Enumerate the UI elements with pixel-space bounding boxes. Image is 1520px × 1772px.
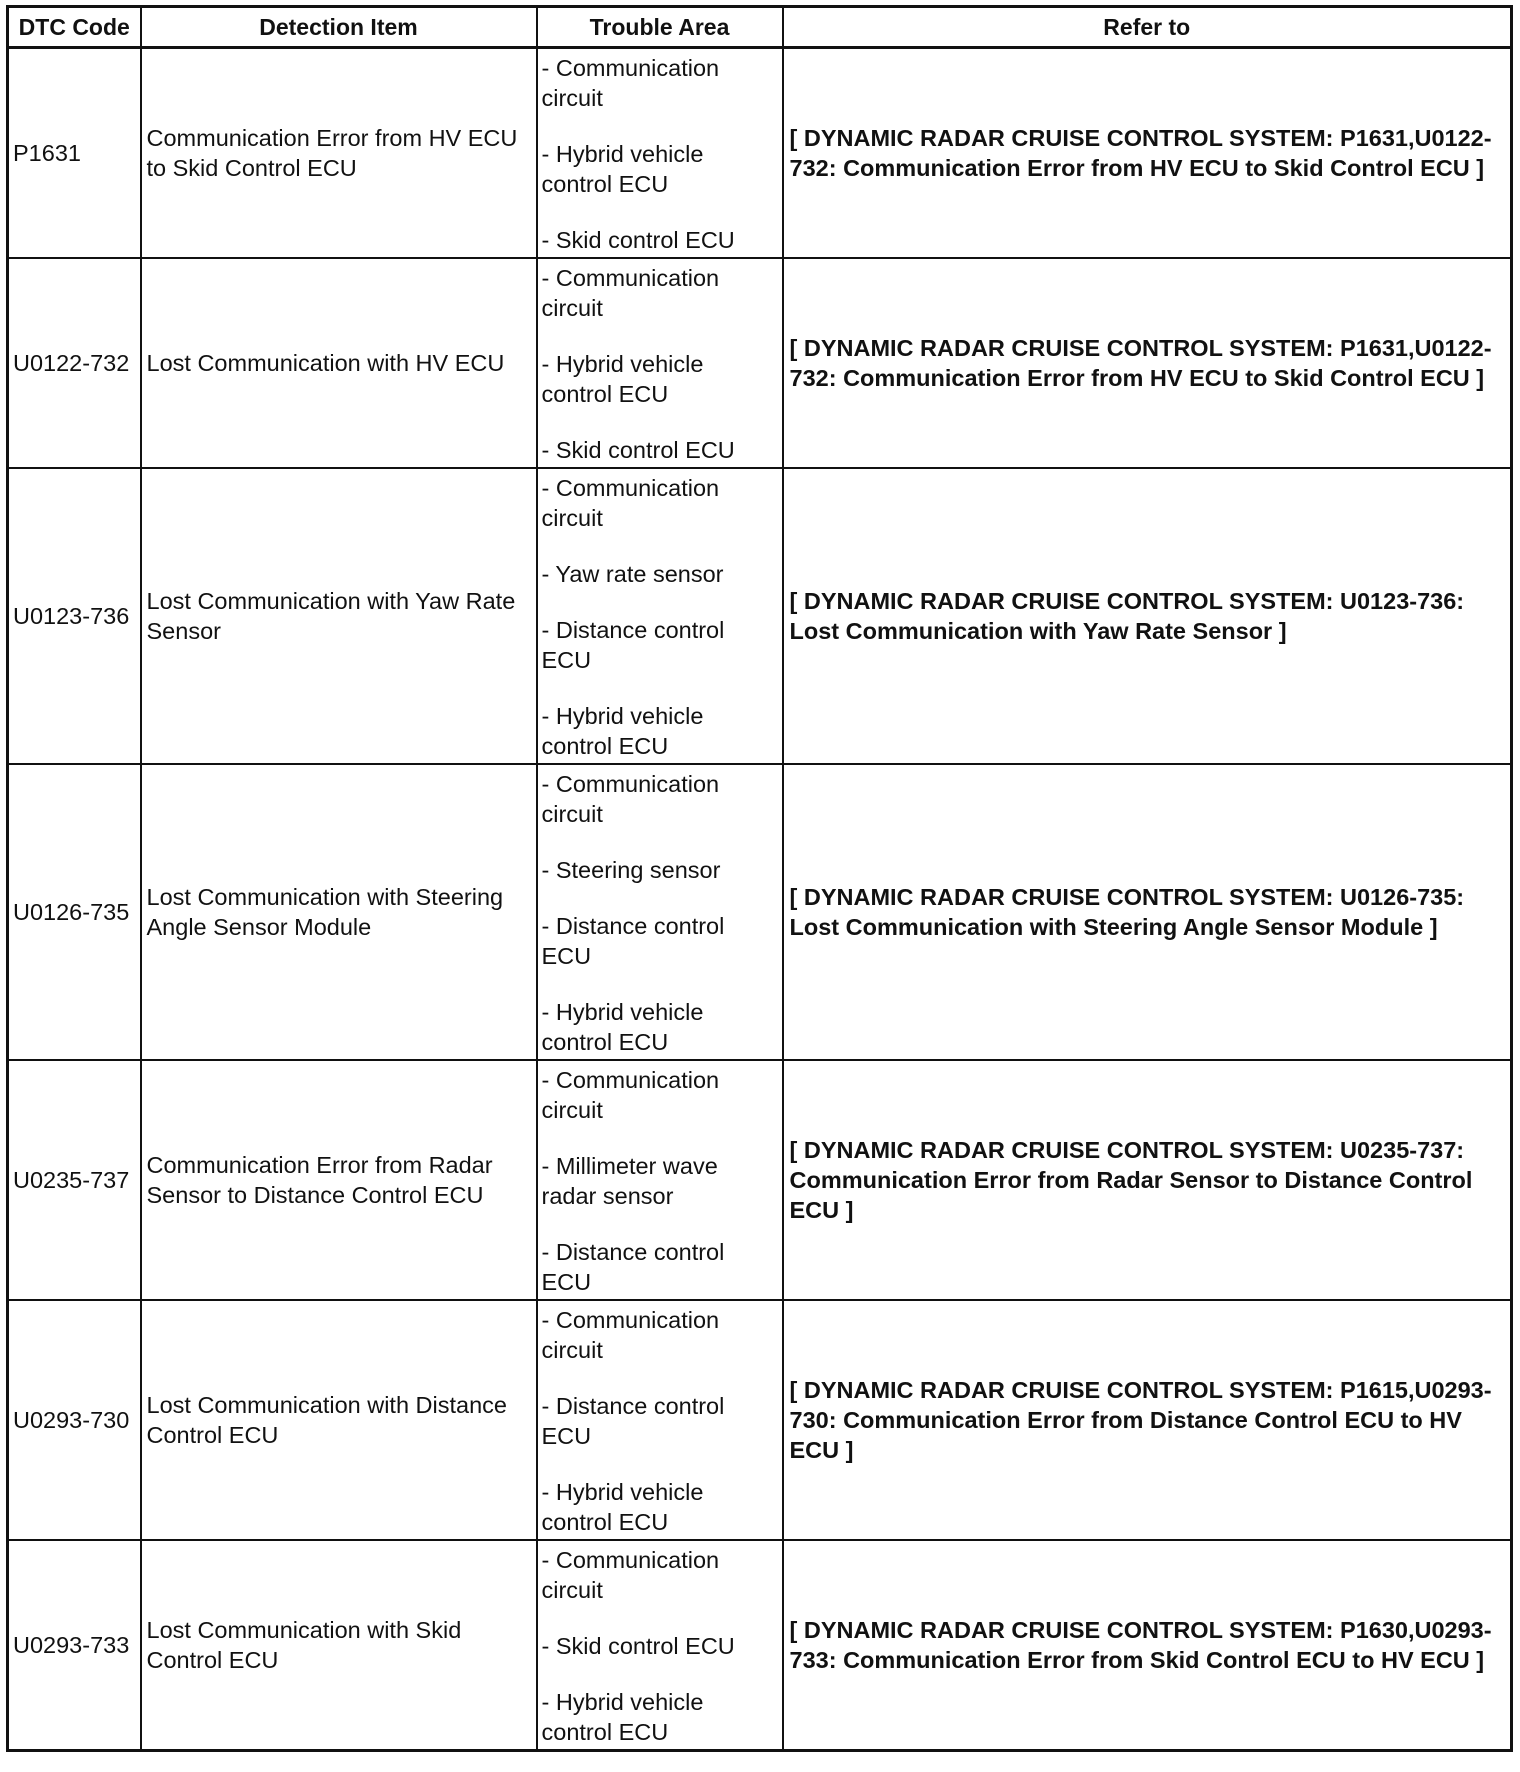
dtc-table (6, 5, 1513, 1752)
trouble-area-item: - Communication circuit (541, 265, 720, 321)
refer-to-link[interactable]: [ DYNAMIC RADAR CRUISE CONTROL SYSTEM: U0123-736: Lost Communication with Yaw Rate Sensor ] (783, 468, 1512, 764)
dtc-code-cell: U0293-730 (8, 1300, 141, 1540)
trouble-area-item: - Distance control ECU (541, 913, 725, 969)
table-header-row (8, 7, 1512, 48)
trouble-area-item: - Hybrid vehicle control ECU (541, 351, 704, 407)
table-row (8, 48, 1512, 259)
trouble-area-item: - Distance control ECU (541, 1239, 725, 1295)
detection-item-cell: Communication Error from HV ECU to Skid Control ECU (141, 48, 537, 259)
trouble-area-cell (537, 258, 783, 468)
trouble-area-item: - Millimeter wave radar sensor (541, 1153, 718, 1209)
trouble-area-item: - Hybrid vehicle control ECU (541, 999, 704, 1055)
trouble-area-cell (537, 48, 783, 259)
header-refer-to: Refer to (783, 7, 1512, 48)
trouble-area-item: - Communication circuit (541, 475, 720, 531)
trouble-area-item: - Yaw rate sensor (541, 561, 724, 587)
refer-to-link[interactable]: [ DYNAMIC RADAR CRUISE CONTROL SYSTEM: U0235-737: Communication Error from Radar Sensor to Distance Control ECU ] (783, 1060, 1512, 1300)
table-row (8, 1300, 1512, 1540)
dtc-code-cell: P1631 (8, 48, 141, 259)
dtc-code-cell: U0235-737 (8, 1060, 141, 1300)
trouble-area-item: - Steering sensor (541, 857, 721, 883)
trouble-area-item: - Skid control ECU (541, 437, 735, 463)
trouble-area-item: - Hybrid vehicle control ECU (541, 141, 704, 197)
table-row (8, 1060, 1512, 1300)
dtc-table-container (6, 5, 1510, 1752)
refer-to-link[interactable]: [ DYNAMIC RADAR CRUISE CONTROL SYSTEM: U0126-735: Lost Communication with Steering Angle Sensor Module ] (783, 764, 1512, 1060)
detection-item-cell: Lost Communication with Steering Angle Sensor Module (141, 764, 537, 1060)
trouble-area-item: - Distance control ECU (541, 1393, 725, 1449)
detection-item-cell: Lost Communication with HV ECU (141, 258, 537, 468)
dtc-code-cell: U0122-732 (8, 258, 141, 468)
trouble-area-item: - Hybrid vehicle control ECU (541, 1689, 704, 1745)
refer-to-link[interactable]: [ DYNAMIC RADAR CRUISE CONTROL SYSTEM: P1631,U0122-732: Communication Error from HV ECU to Skid Control ECU ] (783, 258, 1512, 468)
trouble-area-item: - Skid control ECU (541, 227, 735, 253)
trouble-area-cell (537, 1300, 783, 1540)
trouble-area-item: - Communication circuit (541, 1067, 720, 1123)
trouble-area-item: - Hybrid vehicle control ECU (541, 703, 704, 759)
trouble-area-cell (537, 468, 783, 764)
trouble-area-item: - Communication circuit (541, 1547, 720, 1603)
header-detection-item: Detection Item (141, 7, 537, 48)
detection-item-cell: Lost Communication with Distance Control ECU (141, 1300, 537, 1540)
trouble-area-item: - Communication circuit (541, 1307, 720, 1363)
detection-item-cell: Lost Communication with Skid Control ECU (141, 1540, 537, 1751)
trouble-area-cell (537, 764, 783, 1060)
table-row (8, 258, 1512, 468)
dtc-code-cell: U0126-735 (8, 764, 141, 1060)
refer-to-link[interactable]: [ DYNAMIC RADAR CRUISE CONTROL SYSTEM: P1630,U0293-733: Communication Error from Skid Control ECU to HV ECU ] (783, 1540, 1512, 1751)
refer-to-link[interactable]: [ DYNAMIC RADAR CRUISE CONTROL SYSTEM: P1631,U0122-732: Communication Error from HV ECU to Skid Control ECU ] (783, 48, 1512, 259)
refer-to-link[interactable]: [ DYNAMIC RADAR CRUISE CONTROL SYSTEM: P1615,U0293-730: Communication Error from Distance Control ECU to HV ECU ] (783, 1300, 1512, 1540)
detection-item-cell: Communication Error from Radar Sensor to Distance Control ECU (141, 1060, 537, 1300)
trouble-area-cell (537, 1540, 783, 1751)
table-row (8, 468, 1512, 764)
header-dtc-code: DTC Code (8, 7, 141, 48)
trouble-area-item: - Hybrid vehicle control ECU (541, 1479, 704, 1535)
table-row (8, 764, 1512, 1060)
trouble-area-item: - Skid control ECU (541, 1633, 735, 1659)
trouble-area-item: - Distance control ECU (541, 617, 725, 673)
trouble-area-item: - Communication circuit (541, 771, 720, 827)
trouble-area-cell (537, 1060, 783, 1300)
header-trouble-area: Trouble Area (537, 7, 783, 48)
detection-item-cell: Lost Communication with Yaw Rate Sensor (141, 468, 537, 764)
dtc-code-cell: U0123-736 (8, 468, 141, 764)
trouble-area-item: - Communication circuit (541, 55, 720, 111)
dtc-code-cell: U0293-733 (8, 1540, 141, 1751)
table-row (8, 1540, 1512, 1751)
